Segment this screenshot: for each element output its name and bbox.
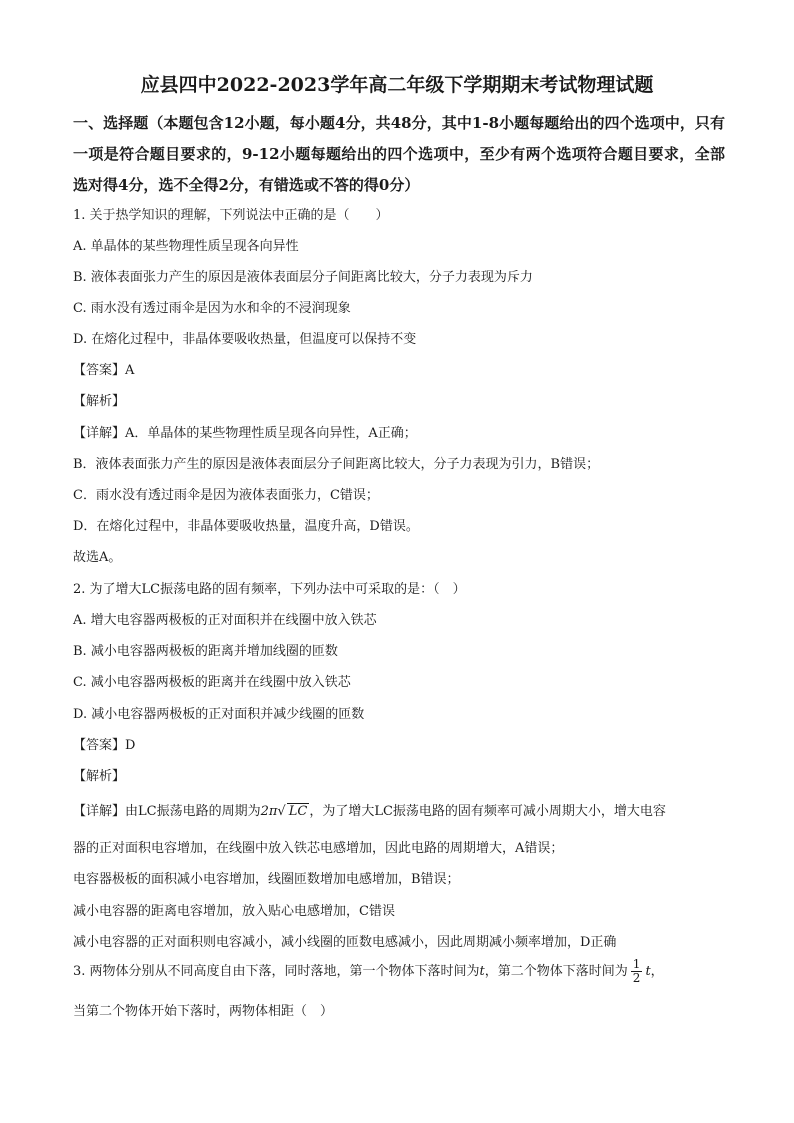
q2-detail-5: 减小电容器的正对面积则电容减小，减小线圈的匝数电感减小，因此周期减小频率增加，D正确 [73,935,617,950]
q1-detail-3: C．雨水没有透过雨伞是因为液体表面张力，C错误； [73,488,379,503]
q1-option-a: A. 单晶体的某些物理性质呈现各向异性 [73,239,299,254]
q1-option-d: D. 在熔化过程中，非晶体要吸收热量，但温度可以保持不变 [73,332,417,347]
formula-radicand: LC [288,804,308,819]
fraction-half [631,958,643,985]
q1-analysis-label: 【解析】 [73,394,126,409]
q2-detail-1-text-a: 【详解】由LC振荡电路的周期为 [73,804,261,819]
q1-answer: 【答案】A [73,363,135,378]
question-3-stem [73,958,664,985]
q2-option-b: B. 减小电容器两极板的距离并增加线圈的匝数 [73,644,338,659]
question-2-stem: 2. 为了增大LC振荡电路的固有频率，下列办法中可采取的是：（ ） [73,582,466,597]
formula-prefix: 2π [260,804,278,819]
period-formula [261,804,310,819]
fraction-numerator: 1 [632,957,641,971]
page-title: 应县四中2022-2023学年高二年级下学期期末考试物理试题 [140,74,654,96]
q3-stem-a: 3. 两物体分别从不同高度自由下落，同时落地，第一个物体下落时间为 [73,964,480,979]
q2-option-d: D. 减小电容器两极板的正对面积并减少线圈的匝数 [73,707,365,722]
q1-detail-4: D．在熔化过程中，非晶体要吸收热量，温度升高，D错误。 [73,519,419,534]
q3-stem-c: ， [650,964,664,979]
q2-analysis-label: 【解析】 [73,769,126,784]
q2-answer: 【答案】D [73,738,136,753]
q2-detail-3: 电容器极板的面积减小电容增加，线圈匝数增加电感增加，B错误； [73,872,460,887]
fraction-denominator: 2 [632,971,641,985]
q2-option-c: C. 减小电容器两极板的距离并在线圈中放入铁芯 [73,675,351,690]
q1-option-b: B. 液体表面张力产生的原因是液体表面层分子间距离比较大，分子力表现为斥力 [73,270,533,285]
sqrt-symbol: √ [277,804,286,819]
var-t: t [479,964,485,979]
q2-detail-2: 器的正对面积电容增加，在线圈中放入铁芯电感增加，因此电路的周期增大，A错误； [73,841,564,856]
q3-stem-b: ，第二个物体下落时间为 [484,964,628,979]
section-heading: 一、选择题（本题包含12小题，每小题4分，共48分，其中1-8小题每题给出的四个选项中，只有一项是符合题目要求的，9-12小题每题给出的四个选项中，至少有两个选项符合题目要求，全部选对得4分，选不全得2分，有错选或不答的得0分） [73,114,725,194]
q2-option-a: A. 增大电容器两极板的正对面积并在线圈中放入铁芯 [73,613,377,628]
question-3-stem-line2: 当第二个物体开始下落时，两物体相距（ ） [73,1004,334,1019]
var-t-2: t [645,964,651,979]
q1-detail-2: B．液体表面张力产生的原因是液体表面层分子间距离比较大，分子力表现为引力，B错误； [73,457,600,472]
question-1-stem: 1. 关于热学知识的理解，下列说法中正确的是（ ） [73,208,389,223]
q2-detail-4: 减小电容器的距离电容增加，放入贴心电感增加，C错误 [73,904,395,919]
q1-conclusion: 故选A。 [73,550,122,565]
q2-detail-1-text-b: ，为了增大LC振荡电路的固有频率可减小周期大小，增大电容 [309,804,666,819]
q1-detail-1: 【详解】A．单晶体的某些物理性质呈现各向异性，A正确； [73,426,417,441]
q2-detail-1 [73,800,666,819]
q1-option-c: C. 雨水没有透过雨伞是因为水和伞的不浸润现象 [73,301,351,316]
